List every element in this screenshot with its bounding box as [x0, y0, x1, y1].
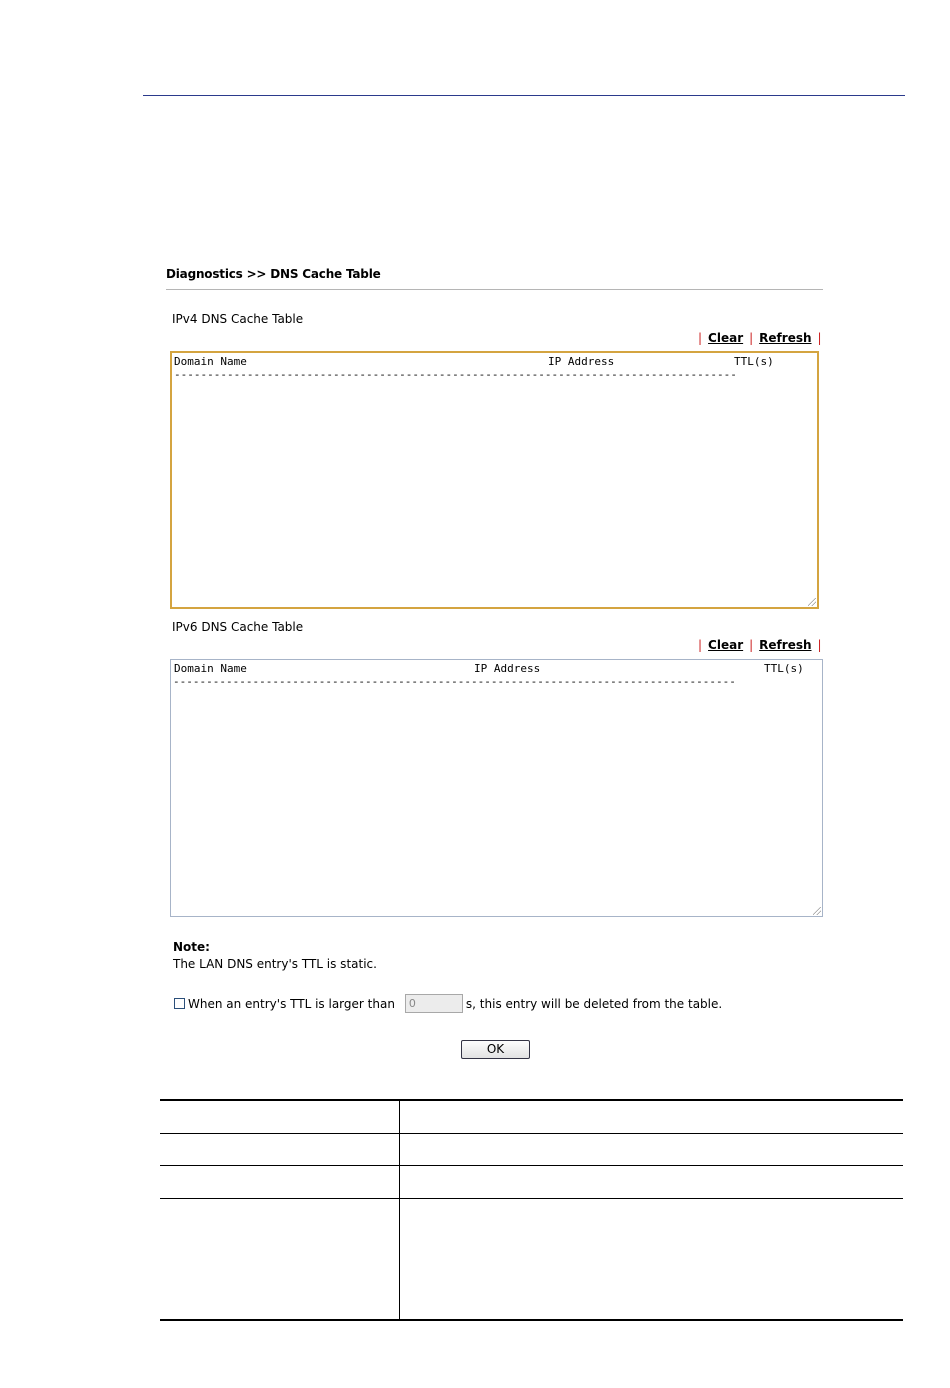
ipv6-cache-textarea[interactable]	[170, 659, 823, 917]
ipv6-refresh-link[interactable]: Refresh	[759, 638, 812, 652]
resize-grip-icon[interactable]	[808, 598, 816, 606]
ipv6-clear-link[interactable]: Clear	[708, 638, 744, 652]
ipv6-section-title: IPv6 DNS Cache Table	[172, 620, 304, 634]
ipv4-refresh-link[interactable]: Refresh	[759, 331, 812, 345]
ipv4-header-row	[174, 355, 815, 368]
table-rule	[160, 1165, 903, 1166]
ttl-option-label-after: s, this entry will be deleted from the table.	[465, 996, 723, 1011]
note-label: Note:	[173, 940, 210, 954]
ipv6-actions	[692, 638, 828, 652]
breadcrumb-divider	[166, 289, 823, 290]
separator: |	[817, 331, 822, 345]
separator: |	[817, 638, 822, 652]
ipv6-col-ip: IP Address	[474, 662, 541, 675]
description-table	[160, 1099, 903, 1321]
ttl-threshold-input[interactable]	[405, 994, 463, 1013]
ipv4-col-ttl: TTL(s)	[734, 355, 774, 368]
ipv4-cache-textarea[interactable]	[170, 351, 819, 609]
ipv6-header-row	[173, 662, 820, 675]
ipv4-col-ip: IP Address	[548, 355, 615, 368]
ipv4-section-title: IPv4 DNS Cache Table	[172, 312, 304, 326]
resize-grip-icon[interactable]	[813, 907, 821, 915]
table-rule	[160, 1319, 903, 1321]
page-top-rule	[143, 95, 905, 96]
table-rule	[160, 1198, 903, 1199]
separator: |	[698, 331, 703, 345]
ipv4-divider: -------------------------------------------------------------------------------------	[174, 368, 737, 381]
ipv4-col-domain: Domain Name	[174, 355, 247, 368]
ipv6-divider: -------------------------------------------------------------------------------------	[173, 675, 736, 688]
ipv6-col-domain: Domain Name	[174, 662, 247, 675]
separator: |	[749, 638, 754, 652]
ipv4-actions	[692, 331, 828, 345]
ipv6-col-ttl: TTL(s)	[764, 662, 804, 675]
ttl-option-label-before: When an entry's TTL is larger than	[188, 996, 395, 1011]
ttl-delete-option	[174, 994, 722, 1013]
breadcrumb: Diagnostics >> DNS Cache Table	[166, 267, 381, 281]
ipv4-clear-link[interactable]: Clear	[708, 331, 744, 345]
ttl-delete-checkbox[interactable]	[174, 998, 185, 1009]
note-text: The LAN DNS entry's TTL is static.	[173, 957, 377, 971]
separator: |	[749, 331, 754, 345]
separator: |	[698, 638, 703, 652]
table-rule	[160, 1133, 903, 1134]
ok-button[interactable]: OK	[461, 1040, 530, 1059]
table-rule	[160, 1099, 903, 1101]
table-column-divider	[399, 1099, 400, 1321]
